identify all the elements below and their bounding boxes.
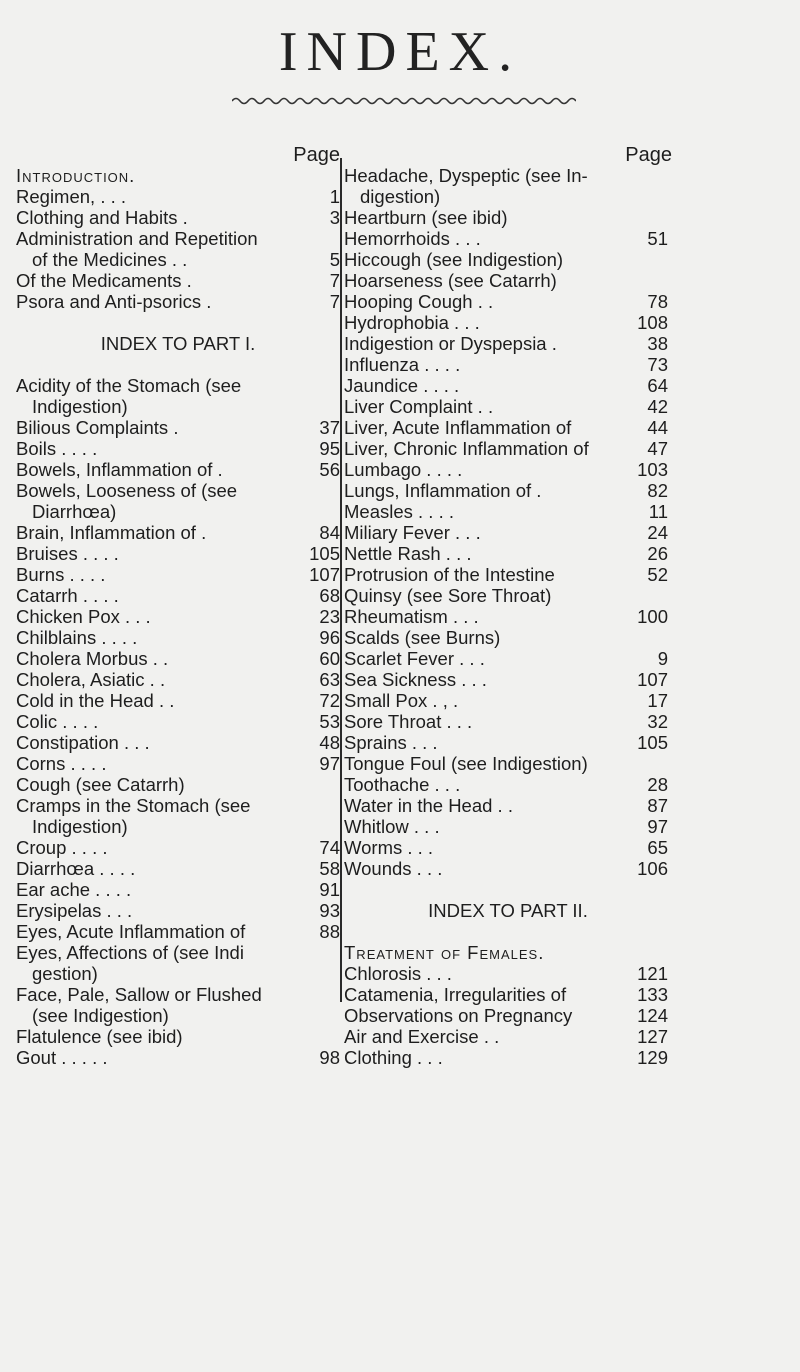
entry-text: Hiccough (see Indigestion) <box>344 249 564 270</box>
entry-text: Hemorrhoids . . . <box>344 228 481 249</box>
entry-page-number: 93 <box>319 900 340 921</box>
entry-page-number: 3 <box>329 207 340 228</box>
index-entry <box>16 585 340 606</box>
entry-page-number: 17 <box>647 690 668 711</box>
entry-text: Cramps in the Stomach (see <box>16 795 251 816</box>
index-entry <box>16 480 340 501</box>
index-entry <box>344 816 672 837</box>
index-entry <box>344 795 672 816</box>
index-entry <box>16 375 340 396</box>
index-entry <box>16 795 340 816</box>
index-entry <box>16 921 340 942</box>
index-entry <box>16 963 340 984</box>
left-column <box>16 145 340 1068</box>
index-entry <box>344 858 672 879</box>
entry-page-number: 28 <box>647 774 668 795</box>
index-entry <box>344 249 672 270</box>
entry-page-number: 9 <box>657 648 668 669</box>
index-entry <box>16 879 340 900</box>
entry-text: Hydrophobia . . . <box>344 312 480 333</box>
index-entry <box>16 417 340 438</box>
index-entry <box>16 858 340 879</box>
entry-text: Tongue Foul (see Indigestion) <box>344 753 588 774</box>
index-entry <box>344 690 672 711</box>
entry-page-number: 73 <box>647 354 668 375</box>
entry-text: Miliary Fever . . . <box>344 522 481 543</box>
index-entry <box>344 522 672 543</box>
entry-text: Bowels, Inflammation of . <box>16 459 223 480</box>
index-entry <box>16 711 340 732</box>
part-heading <box>344 900 672 921</box>
entry-page-number: 105 <box>637 732 668 753</box>
index-entry <box>344 585 672 606</box>
entry-page-number: 7 <box>329 270 340 291</box>
index-entry <box>344 543 672 564</box>
index-entry <box>344 270 672 291</box>
index-entry <box>344 438 672 459</box>
index-entry <box>16 1005 340 1026</box>
index-entry <box>344 711 672 732</box>
index-entry <box>344 501 672 522</box>
entry-page-number: 96 <box>319 627 340 648</box>
entry-page-number: 107 <box>637 669 668 690</box>
entry-text: Acidity of the Stomach (see <box>16 375 242 396</box>
entry-text: Whitlow . . . <box>344 816 440 837</box>
index-entry <box>344 312 672 333</box>
index-entry <box>16 942 340 963</box>
entry-text: (see Indigestion) <box>32 1005 169 1026</box>
entry-text: Indigestion or Dyspepsia . <box>344 333 557 354</box>
entry-text: Clothing and Habits . <box>16 207 188 228</box>
entry-text: Heartburn (see ibid) <box>344 207 508 228</box>
entry-page-number: 107 <box>309 564 340 585</box>
index-entry <box>344 165 672 186</box>
index-entry <box>344 291 672 312</box>
index-entry <box>344 354 672 375</box>
entry-page-number: 42 <box>647 396 668 417</box>
entry-page-number: 65 <box>647 837 668 858</box>
index-entry <box>344 1047 672 1068</box>
entry-page-number: 52 <box>647 564 668 585</box>
entry-text: Measles . . . . <box>344 501 455 522</box>
entry-page-number: 56 <box>319 459 340 480</box>
part-heading-text: INDEX TO PART I. <box>100 333 256 354</box>
index-entry <box>344 186 672 207</box>
index-entry <box>344 1026 672 1047</box>
index-entry <box>344 207 672 228</box>
entry-text: Chilblains . . . . <box>16 627 138 648</box>
entry-text: Influenza . . . . <box>344 354 461 375</box>
entry-text: Introduction. <box>16 165 136 186</box>
index-entry <box>344 732 672 753</box>
entry-text: Catamenia, Irregularities of <box>344 984 567 1005</box>
page-column-header: Page <box>625 144 672 166</box>
entry-page-number: 24 <box>647 522 668 543</box>
entry-page-number: 82 <box>647 480 668 501</box>
entry-page-number: 58 <box>319 858 340 879</box>
entry-page-number: 1 <box>329 186 340 207</box>
entry-text: Treatment of Females. <box>344 942 545 963</box>
index-entry <box>16 207 340 228</box>
entry-page-number: 95 <box>319 438 340 459</box>
index-entry <box>16 165 340 186</box>
entry-text: Lungs, Inflammation of . <box>344 480 542 501</box>
entry-text: Croup . . . . <box>16 837 108 858</box>
entry-page-number: 106 <box>637 858 668 879</box>
entry-text: Worms . . . <box>344 837 434 858</box>
entry-page-number: 121 <box>637 963 668 984</box>
index-entry <box>344 774 672 795</box>
entry-page-number: 23 <box>319 606 340 627</box>
entry-text: Wounds . . . <box>344 858 443 879</box>
entry-page-number: 74 <box>319 837 340 858</box>
entry-page-number: 103 <box>637 459 668 480</box>
entry-text: Toothache . . . <box>344 774 461 795</box>
entry-text: Erysipelas . . . <box>16 900 133 921</box>
entry-text: Gout . . . . . <box>16 1047 108 1068</box>
index-entry <box>344 648 672 669</box>
entry-page-number: 133 <box>637 984 668 1005</box>
index-entry <box>16 648 340 669</box>
entry-page-number: 87 <box>647 795 668 816</box>
entry-text: Cholera, Asiatic . . <box>16 669 166 690</box>
entry-page-number: 37 <box>319 417 340 438</box>
entry-page-number: 84 <box>319 522 340 543</box>
entry-text: Constipation . . . <box>16 732 150 753</box>
index-entry <box>344 228 672 249</box>
part-heading <box>16 333 340 354</box>
entry-page-number: 51 <box>647 228 668 249</box>
entry-text: Indigestion) <box>32 816 128 837</box>
index-entry <box>344 375 672 396</box>
entry-page-number: 78 <box>647 291 668 312</box>
index-entry <box>16 459 340 480</box>
entry-text: Nettle Rash . . . <box>344 543 472 564</box>
entry-page-number: 44 <box>647 417 668 438</box>
entry-text: Liver, Chronic Inflammation of <box>344 438 589 459</box>
entry-text: Eyes, Affections of (see Indi <box>16 942 244 963</box>
entry-text: Clothing . . . <box>344 1047 443 1068</box>
entry-text: Bowels, Looseness of (see <box>16 480 238 501</box>
entry-text: Cholera Morbus . . <box>16 648 169 669</box>
entry-page-number: 91 <box>319 879 340 900</box>
entry-text: Water in the Head . . <box>344 795 513 816</box>
entry-text: Cold in the Head . . <box>16 690 175 711</box>
entry-page-number: 47 <box>647 438 668 459</box>
column-divider <box>340 158 342 1002</box>
entry-text: Flatulence (see ibid) <box>16 1026 183 1047</box>
entry-page-number: 5 <box>329 249 340 270</box>
index-entry <box>344 459 672 480</box>
entry-page-number: 97 <box>319 753 340 774</box>
entry-text: Corns . . . . <box>16 753 107 774</box>
entry-page-number: 88 <box>319 921 340 942</box>
entry-page-number: 63 <box>319 669 340 690</box>
entry-text: Burns . . . . <box>16 564 106 585</box>
index-entry <box>344 1005 672 1026</box>
entry-page-number: 127 <box>637 1026 668 1047</box>
entry-text: Air and Exercise . . <box>344 1026 500 1047</box>
entry-text: gestion) <box>32 963 98 984</box>
index-entry <box>16 837 340 858</box>
index-entry <box>16 186 340 207</box>
part-heading-text: INDEX TO PART II. <box>428 900 588 921</box>
entry-page-number: 64 <box>647 375 668 396</box>
entry-page-number: 68 <box>319 585 340 606</box>
index-entry <box>344 669 672 690</box>
entry-page-number: 53 <box>319 711 340 732</box>
entry-text: Colic . . . . <box>16 711 99 732</box>
index-entry <box>16 564 340 585</box>
index-entry <box>16 669 340 690</box>
index-entry <box>16 984 340 1005</box>
index-entry <box>344 564 672 585</box>
entry-text: Ear ache . . . . <box>16 879 132 900</box>
index-entry <box>16 543 340 564</box>
entry-text: Face, Pale, Sallow or Flushed <box>16 984 262 1005</box>
index-entry <box>16 249 340 270</box>
index-entry <box>344 417 672 438</box>
index-entry <box>16 732 340 753</box>
entry-text: Rheumatism . . . <box>344 606 479 627</box>
entry-text: Indigestion) <box>32 396 128 417</box>
index-entry <box>16 774 340 795</box>
entry-text: Psora and Anti-psorics . <box>16 291 212 312</box>
index-entry <box>344 480 672 501</box>
entry-text: Cough (see Catarrh) <box>16 774 185 795</box>
index-entry <box>16 816 340 837</box>
entry-text: Sore Throat . . . <box>344 711 473 732</box>
entry-text: Of the Medicaments . <box>16 270 192 291</box>
entry-page-number: 11 <box>648 501 668 522</box>
entry-text: Diarrhœa . . . . <box>16 858 136 879</box>
entry-text: Sprains . . . <box>344 732 438 753</box>
index-entry <box>16 1026 340 1047</box>
index-entry <box>16 270 340 291</box>
entry-page-number: 32 <box>647 711 668 732</box>
entry-page-number: 129 <box>637 1047 668 1068</box>
entry-text: Bruises . . . . <box>16 543 119 564</box>
entry-text: Headache, Dyspeptic (see In- <box>344 165 588 186</box>
entry-text: Boils . . . . <box>16 438 98 459</box>
entry-text: Quinsy (see Sore Throat) <box>344 585 552 606</box>
index-entry <box>16 291 340 312</box>
entry-text: Liver, Acute Inflammation of <box>344 417 572 438</box>
decorative-wavy-rule <box>232 95 576 107</box>
entry-text: Hooping Cough . . <box>344 291 494 312</box>
right-column <box>344 145 672 1068</box>
entry-text: Liver Complaint . . <box>344 396 494 417</box>
index-entry <box>344 837 672 858</box>
entry-text: Brain, Inflammation of . <box>16 522 207 543</box>
index-entry <box>344 627 672 648</box>
entry-page-number: 98 <box>319 1047 340 1068</box>
index-entry <box>16 228 340 249</box>
index-entry <box>344 606 672 627</box>
entry-page-number: 72 <box>319 690 340 711</box>
entry-text: Protrusion of the Intestine <box>344 564 555 585</box>
entry-text: Administration and Repetition <box>16 228 258 249</box>
index-entry <box>16 627 340 648</box>
index-entry <box>16 606 340 627</box>
index-entry <box>16 690 340 711</box>
entry-text: Jaundice . . . . <box>344 375 460 396</box>
index-entry <box>344 753 672 774</box>
entry-page-number: 105 <box>309 543 340 564</box>
entry-text: Diarrhœa) <box>32 501 117 522</box>
entry-page-number: 124 <box>637 1005 668 1026</box>
entry-text: Catarrh . . . . <box>16 585 119 606</box>
index-entry <box>16 1047 340 1068</box>
entry-text: Sea Sickness . . . <box>344 669 487 690</box>
index-entry <box>16 900 340 921</box>
index-entry <box>344 963 672 984</box>
entry-text: Scarlet Fever . . . <box>344 648 485 669</box>
index-entry <box>344 984 672 1005</box>
entry-page-number: 60 <box>319 648 340 669</box>
entry-text: Chicken Pox . . . <box>16 606 151 627</box>
entry-text: Hoarseness (see Catarrh) <box>344 270 557 291</box>
index-entry <box>344 333 672 354</box>
entry-page-number: 26 <box>647 543 668 564</box>
index-entry <box>344 396 672 417</box>
entry-text: Chlorosis . . . <box>344 963 452 984</box>
index-entry <box>16 522 340 543</box>
entry-page-number: 38 <box>647 333 668 354</box>
entry-page-number: 100 <box>637 606 668 627</box>
index-entry <box>16 438 340 459</box>
page-column-header: Page <box>293 144 340 166</box>
entry-text: of the Medicines . . <box>32 249 188 270</box>
entry-text: digestion) <box>360 186 441 207</box>
entry-text: Bilious Complaints . <box>16 417 179 438</box>
entry-page-number: 108 <box>637 312 668 333</box>
entry-text: Small Pox . , . <box>344 690 459 711</box>
index-entry <box>16 501 340 522</box>
entry-text: Eyes, Acute Inflammation of <box>16 921 246 942</box>
entry-page-number: 7 <box>329 291 340 312</box>
index-entry <box>344 942 672 963</box>
entry-text: Regimen, . . . <box>16 186 127 207</box>
entry-text: Observations on Pregnancy <box>344 1005 573 1026</box>
entry-text: Lumbago . . . . <box>344 459 463 480</box>
entry-page-number: 48 <box>319 732 340 753</box>
index-entry <box>16 753 340 774</box>
entry-text: Scalds (see Burns) <box>344 627 501 648</box>
index-entry <box>16 396 340 417</box>
entry-page-number: 97 <box>647 816 668 837</box>
index-title: INDEX. <box>278 21 522 83</box>
